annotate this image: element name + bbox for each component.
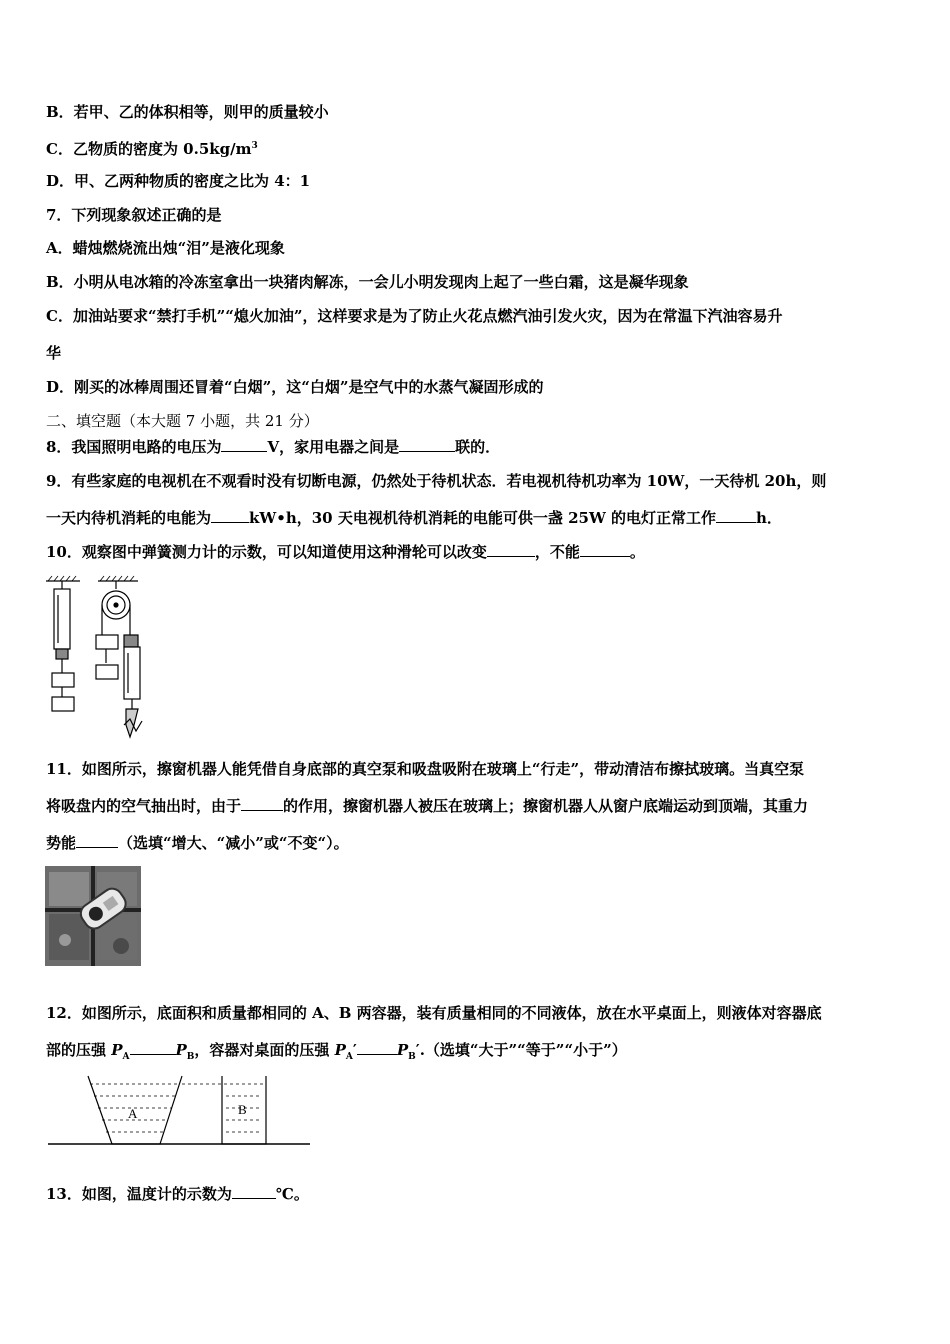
q11-line3: 势能 （选填“增大、“减小”或“不变“）。: [46, 834, 349, 852]
q7-option-c-line1: C．加油站要求“禁打手机”“熄火加油”，这样要求是为了防止火花点燃汽油引发火灾，因为在常温下汽油容易升: [46, 307, 783, 325]
q7-option-b: B．小明从电冰箱的冷冻室拿出一块猪肉解冻，一会儿小明发现肉上起了一些白霜，这是凝华现象: [46, 273, 689, 291]
answer-blank[interactable]: [399, 437, 455, 452]
window-robot-photo: [45, 866, 141, 966]
q6-option-d: D．甲、乙两种物质的密度之比为 4：1: [46, 172, 311, 190]
answer-blank[interactable]: [357, 1040, 397, 1055]
q11-line1: 11．如图所示，擦窗机器人能凭借自身底部的真空泵和吸盘吸附在玻璃上“行走”，带动清洁布擦拭玻璃。当真空泵: [46, 760, 805, 778]
container-b-label: B: [238, 1102, 247, 1117]
answer-blank[interactable]: [76, 833, 118, 848]
q12-line2: 部的压强 $P_A$ $P_B$，容器对桌面的压强 $P_A'$ $P_B'$.（选填“大于”“等于”“小于”）: [46, 1041, 627, 1062]
q12-line1: 12．如图所示，底面积和质量都相同的 A、B 两容器，装有质量相同的不同液体，放在水平桌面上，则液体对容器底: [46, 1004, 822, 1022]
q10: 10．观察图中弹簧测力计的示数，可以知道使用这种滑轮可以改变 ，不能 。: [46, 543, 645, 561]
q7-option-c-line2: 华: [46, 344, 62, 362]
answer-blank[interactable]: [211, 508, 249, 523]
containers-figure: [48, 1072, 312, 1148]
answer-blank[interactable]: [716, 508, 756, 523]
answer-blank[interactable]: [232, 1184, 276, 1199]
q6-option-b: B．若甲、乙的体积相等，则甲的质量较小: [46, 103, 329, 121]
answer-blank[interactable]: [221, 437, 267, 452]
section-title: 二、填空题（本大题 7 小题，共 21 分）: [46, 412, 319, 430]
q9-line2: 一天内待机消耗的电能为 kW•h，30 天电视机待机消耗的电能可供一盏 25W 的电灯正常工作 h．: [46, 509, 782, 527]
q8: 8．我国照明电路的电压为 V，家用电器之间是 联的．: [46, 438, 501, 456]
pulley-figure: [44, 575, 164, 745]
answer-blank[interactable]: [580, 542, 630, 557]
q7-option-a: A．蜡烛燃烧流出烛“泪”是液化现象: [46, 239, 285, 257]
q7-option-d: D．刚买的冰棒周围还冒着“白烟”，这“白烟”是空气中的水蒸气凝固形成的: [46, 378, 544, 396]
q9-line1: 9．有些家庭的电视机在不观看时没有切断电源，仍然处于待机状态．若电视机待机功率为 10W，一天待机 20h，则: [46, 472, 827, 490]
answer-blank[interactable]: [130, 1040, 176, 1055]
answer-blank[interactable]: [241, 796, 283, 811]
q7-stem: 7．下列现象叙述正确的是: [46, 206, 222, 224]
q6-option-c: C．乙物质的密度为 $0.5kg/m^3$: [46, 140, 258, 158]
q11-line2: 将吸盘内的空气抽出时，由于 的作用，擦窗机器人被压在玻璃上；擦窗机器人从窗户底端运动到顶端，其重力: [46, 797, 809, 815]
container-a-label: A: [128, 1106, 138, 1121]
answer-blank[interactable]: [487, 542, 535, 557]
q13: 13．如图，温度计的示数为 ℃。: [46, 1185, 309, 1203]
